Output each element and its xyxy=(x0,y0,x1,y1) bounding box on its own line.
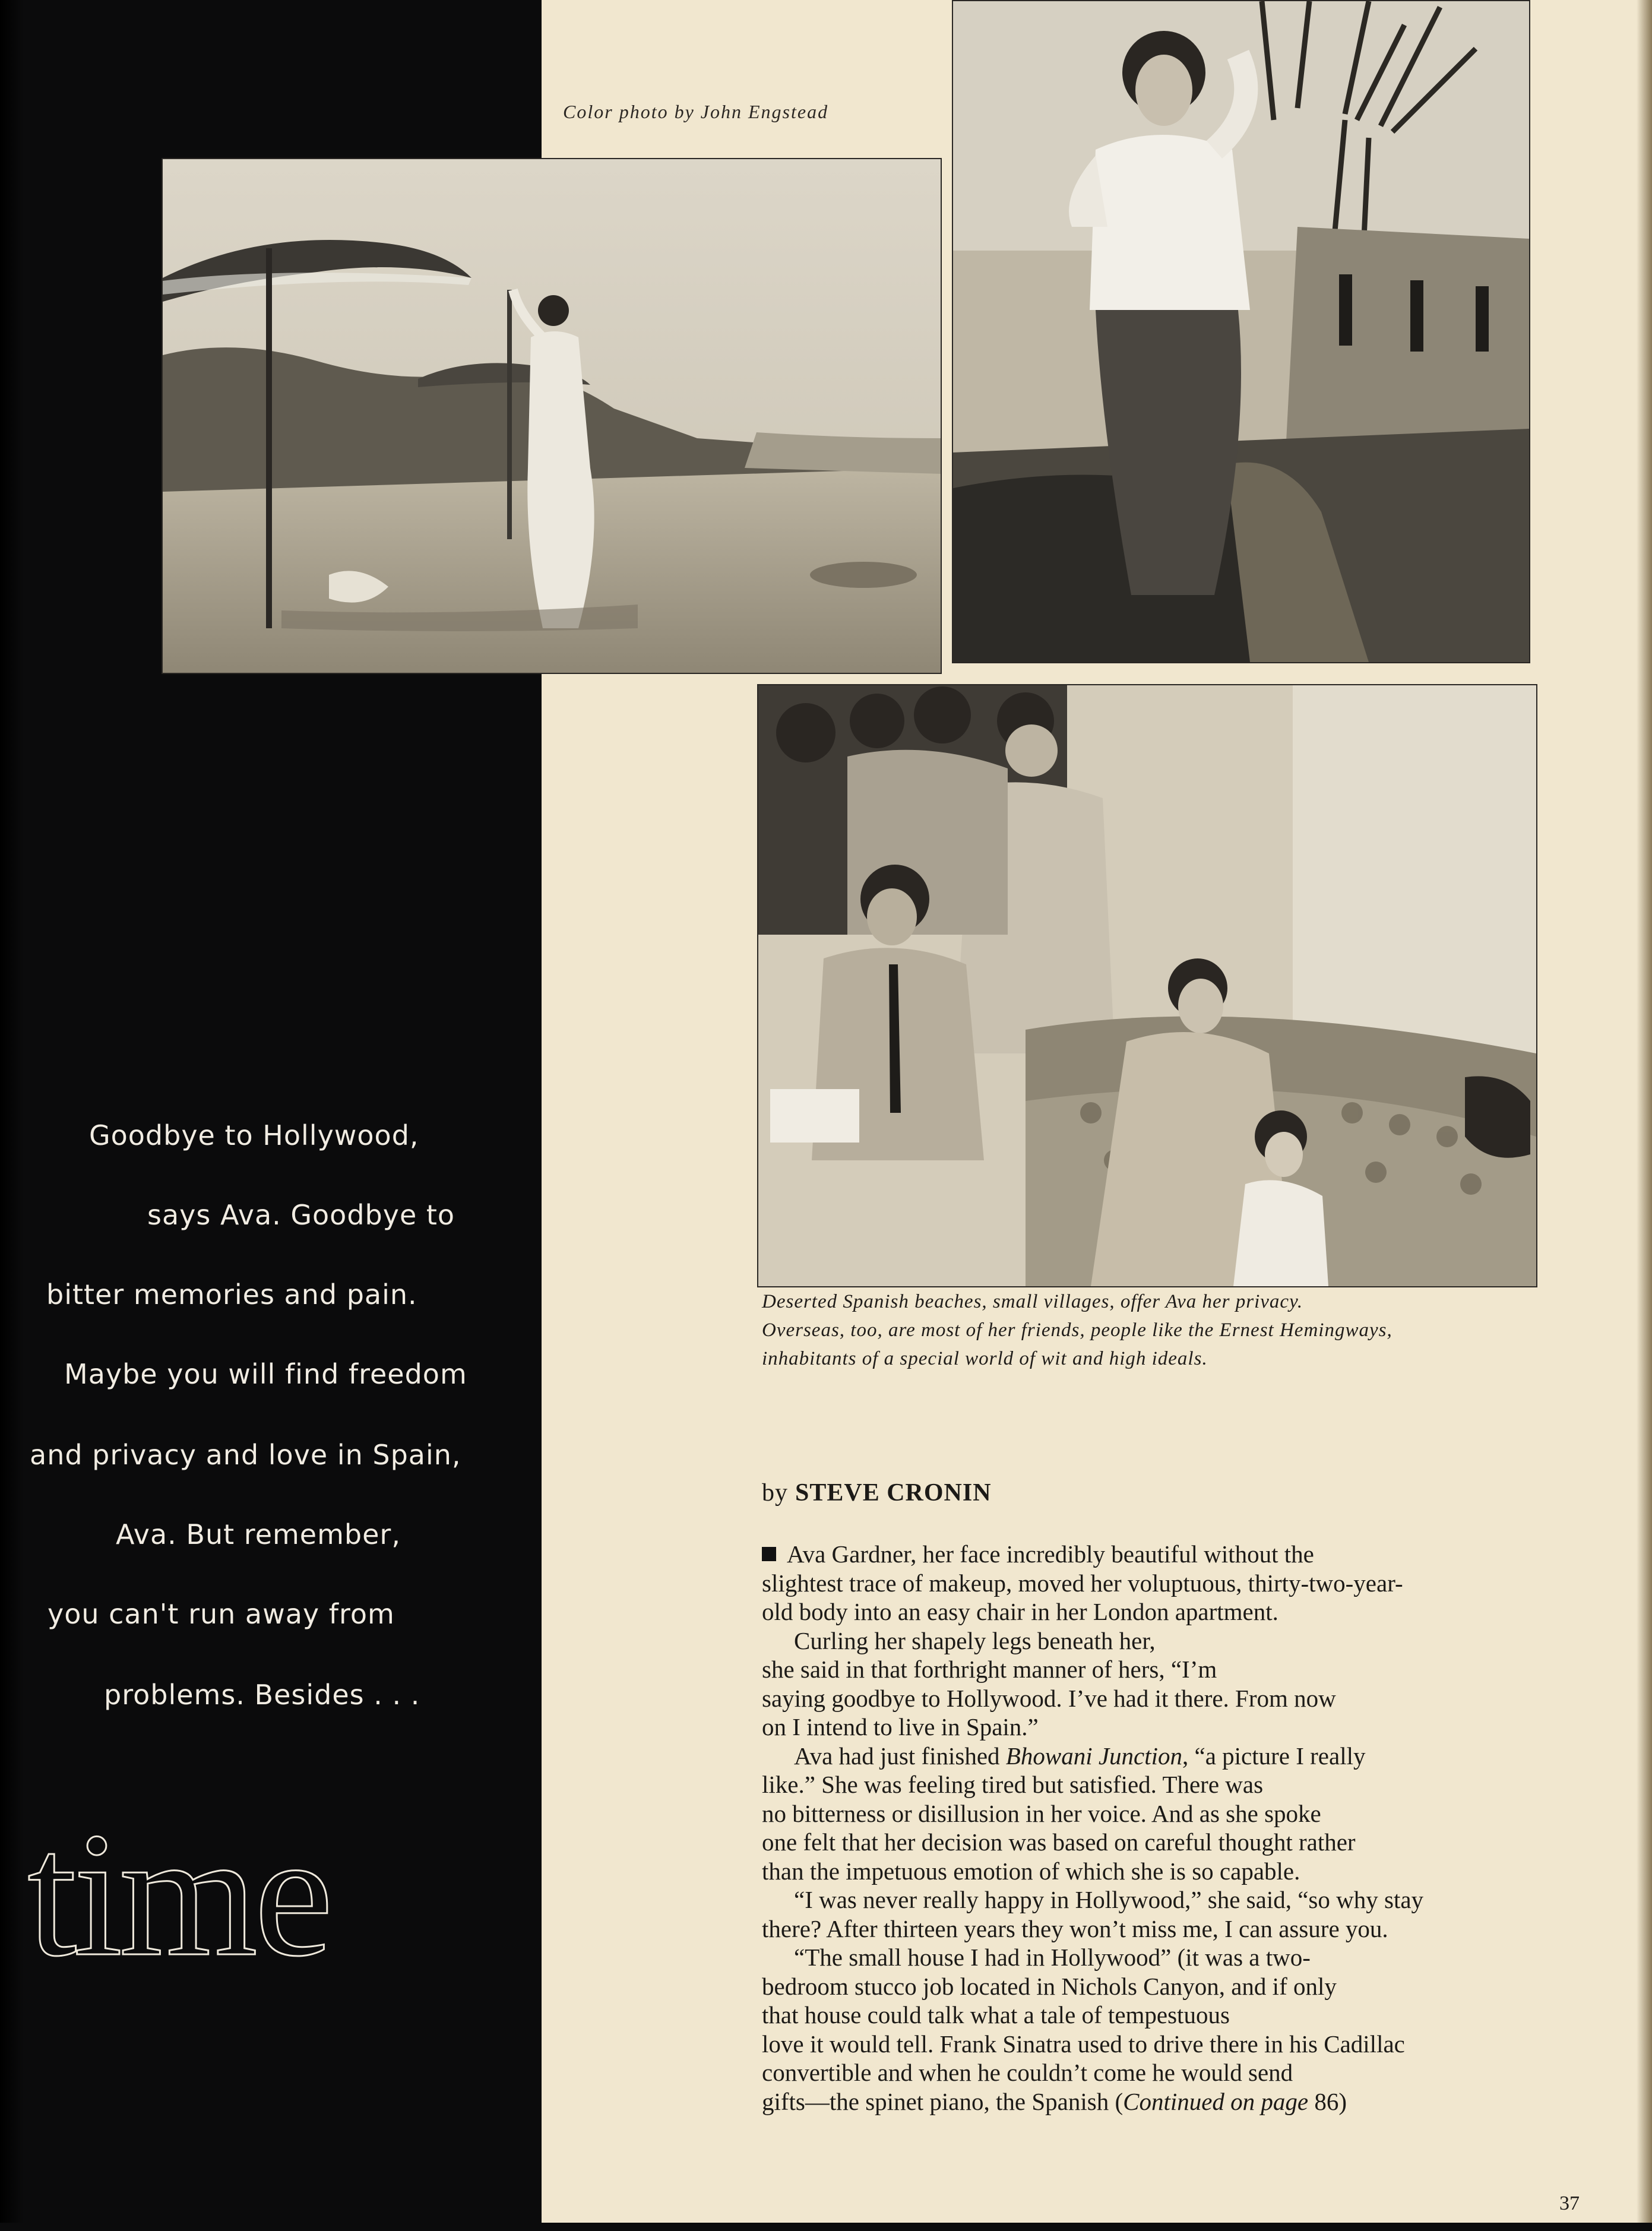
intro-line: problems. Besides . . . xyxy=(104,1679,420,1711)
caption-line: inhabitants of a special world of wit and high ideals. xyxy=(762,1348,1208,1369)
body-line: “I was never really happy in Hollywood,” she said, “so why stay xyxy=(794,1886,1424,1913)
byline xyxy=(762,1479,992,1507)
body-line: one felt that her decision was based on careful thought rather xyxy=(762,1828,1356,1856)
continued-label: Continued on page xyxy=(1123,2087,1309,2115)
body-line: old body into an easy chair in her London apartment. xyxy=(762,1598,1278,1625)
body-line: like.” She was feeling tired but satisfied. There was xyxy=(762,1771,1264,1798)
intro-line: bitter memories and pain. xyxy=(46,1279,417,1311)
author-name: STEVE CRONIN xyxy=(795,1479,992,1507)
intro-line: says Ava. Goodbye to xyxy=(147,1199,455,1231)
photo-caption xyxy=(762,1287,1546,1373)
intro-line: Goodbye to Hollywood, xyxy=(89,1119,419,1151)
portrait-photo xyxy=(952,0,1530,663)
body-text-run: gifts—the spinet piano, the Spanish ( xyxy=(762,2087,1124,2115)
bottom-border xyxy=(0,2223,1652,2231)
intro-line: and privacy and love in Spain, xyxy=(30,1439,461,1471)
body-line xyxy=(762,1742,1546,1771)
body-line: Ava Gardner, her face incredibly beautiful without the xyxy=(787,1540,1314,1568)
title-headword: time xyxy=(27,1796,330,1993)
binding-shadow xyxy=(0,0,24,2231)
body-text-run: ) xyxy=(1338,2087,1347,2115)
body-line: than the impetuous emotion of which she is so capable. xyxy=(762,1857,1300,1885)
body-line: there? After thirteen years they won’t miss me, I can assure you. xyxy=(762,1914,1388,1942)
body-line: on I intend to live in Spain.” xyxy=(762,1713,1039,1741)
body-line xyxy=(762,2087,1546,2116)
caption-line: Overseas, too, are most of her friends, people like the Ernest Hemingways, xyxy=(762,1319,1393,1341)
body-line: Curling her shapely legs beneath her, xyxy=(794,1626,1156,1654)
body-text-run: , “a picture I really xyxy=(1182,1742,1366,1770)
photo-credit: Color photo by John Engstead xyxy=(563,101,829,122)
page-edge xyxy=(1637,0,1652,2231)
body-line: convertible and when he couldn’t come he would send xyxy=(762,2059,1293,2086)
body-line: slightest trace of makeup, moved her voluptuous, thirty-two-year- xyxy=(762,1569,1403,1597)
continued-page-link[interactable]: 86 xyxy=(1314,2087,1339,2115)
body-line: saying goodbye to Hollywood. I’ve had it there. From now xyxy=(762,1684,1336,1712)
page-number: 37 xyxy=(1559,2192,1580,2214)
intro-line: you can't run away from xyxy=(48,1598,395,1630)
group-photo xyxy=(757,684,1537,1287)
body-line: she said in that forthright manner of hers, “I’m xyxy=(762,1656,1217,1683)
body-line: “The small house I had in Hollywood” (it was a two- xyxy=(794,1944,1311,1971)
caption-line: Deserted Spanish beaches, small villages, offer Ava her privacy. xyxy=(762,1291,1303,1312)
byline-prefix: by xyxy=(762,1479,788,1507)
intro-line: Ava. But remember, xyxy=(116,1518,401,1550)
body-line: no bitterness or disillusion in her voice. And as she spoke xyxy=(762,1799,1321,1827)
body-line: bedroom stucco job located in Nichols Canyon, and if only xyxy=(762,1972,1337,2000)
body-text-run: Ava had just finished xyxy=(794,1742,1006,1770)
beach-photo xyxy=(162,158,942,674)
paragraph-bullet xyxy=(762,1547,776,1561)
body-line: that house could talk what a tale of tempestuous xyxy=(762,2001,1230,2029)
body-line: love it would tell. Frank Sinatra used to drive there in his Cadillac xyxy=(762,2030,1405,2058)
article-body xyxy=(762,1540,1546,2116)
intro-line: Maybe you will find freedom xyxy=(64,1358,467,1390)
film-title: Bhowani Junction xyxy=(1005,1742,1183,1770)
